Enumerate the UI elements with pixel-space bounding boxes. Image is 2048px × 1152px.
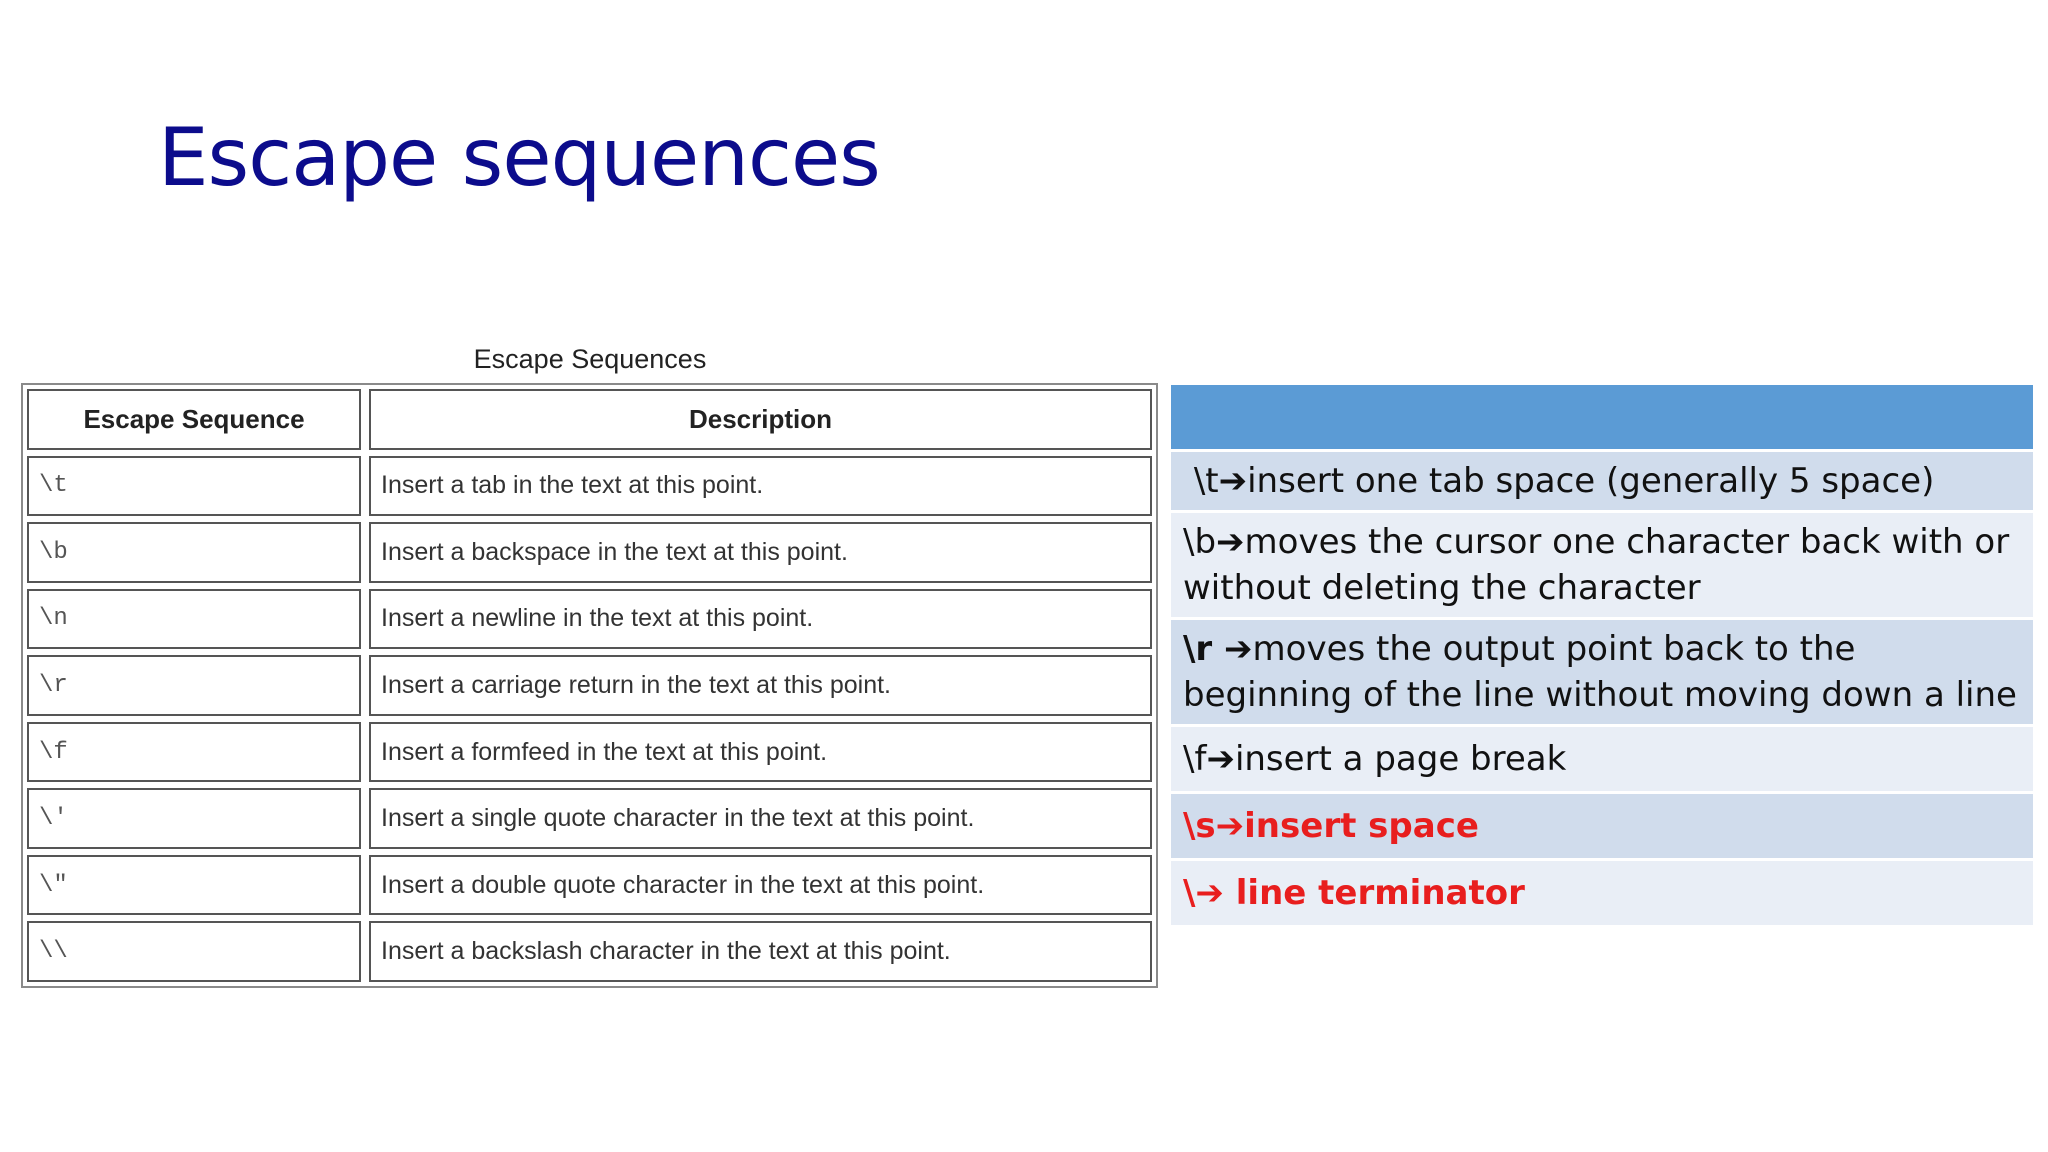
summary-table [1171,385,2033,925]
column-header-escape-sequence: Escape Sequence [27,389,361,450]
escape-key: \s [1183,806,1216,846]
slide-title: Escape sequences [158,111,880,204]
arrow-right-icon: ➔ [1218,461,1248,501]
arrow-right-icon: ➔ [1215,806,1245,846]
table-cell-sequence: \r [27,655,361,716]
escape-sequence-table [21,383,1158,988]
table-cell-sequence: \" [27,855,361,916]
escape-meaning: moves the output point back to the beginning of the line without moving down a line [1183,629,2017,715]
summary-row-tab [1171,452,2033,510]
escape-meaning: moves the cursor one character back with or without deleting the character [1183,522,2010,608]
table-cell-description: Insert a single quote character in the text at this point. [369,788,1152,849]
escape-key: \ [1183,873,1196,913]
table-cell-sequence: \t [27,456,361,517]
table-cell-description: Insert a carriage return in the text at this point. [369,655,1152,716]
escape-meaning: line terminator [1223,873,1525,913]
table-cell-description: Insert a backslash character in the text at this point. [369,921,1152,982]
table-cell-description: Insert a backspace in the text at this point. [369,522,1152,583]
summary-row-line-terminator [1171,861,2033,925]
table-caption: Escape Sequences [473,344,707,374]
summary-row-text [1183,626,2021,718]
summary-row-text [1183,519,2021,611]
table-cell-sequence: \' [27,788,361,849]
summary-row-text [1183,870,1525,916]
summary-row-formfeed [1171,727,2033,791]
table-cell-description: Insert a tab in the text at this point. [369,456,1152,517]
summary-row-text [1183,458,1934,504]
arrow-right-icon: ➔ [1216,522,1245,562]
arrow-right-icon: ➔ [1224,629,1253,669]
table-cell-description: Insert a formfeed in the text at this point. [369,722,1152,783]
summary-table-header [1171,385,2033,449]
column-header-description: Description [369,389,1152,450]
table-cell-sequence: \b [27,522,361,583]
table-cell-description: Insert a double quote character in the text at this point. [369,855,1152,916]
table-cell-sequence: \f [27,722,361,783]
summary-row-text [1183,803,1479,849]
table-cell-sequence: \\ [27,921,361,982]
escape-meaning: insert one tab space (generally 5 space) [1247,461,1935,501]
escape-key: \f [1183,739,1207,779]
escape-meaning: insert space [1244,806,1479,846]
escape-key: \b [1183,522,1217,562]
escape-key: \t [1193,461,1219,501]
escape-meaning: insert a page break [1234,739,1567,779]
summary-row-text [1183,736,1566,782]
table-cell-sequence: \n [27,589,361,650]
summary-row-carriage-return [1171,620,2033,724]
escape-key: \r [1183,629,1225,669]
table-cell-description: Insert a newline in the text at this point. [369,589,1152,650]
arrow-right-icon: ➔ [1195,873,1224,913]
summary-row-space [1171,794,2033,858]
arrow-right-icon: ➔ [1206,739,1235,779]
summary-row-backspace [1171,513,2033,617]
